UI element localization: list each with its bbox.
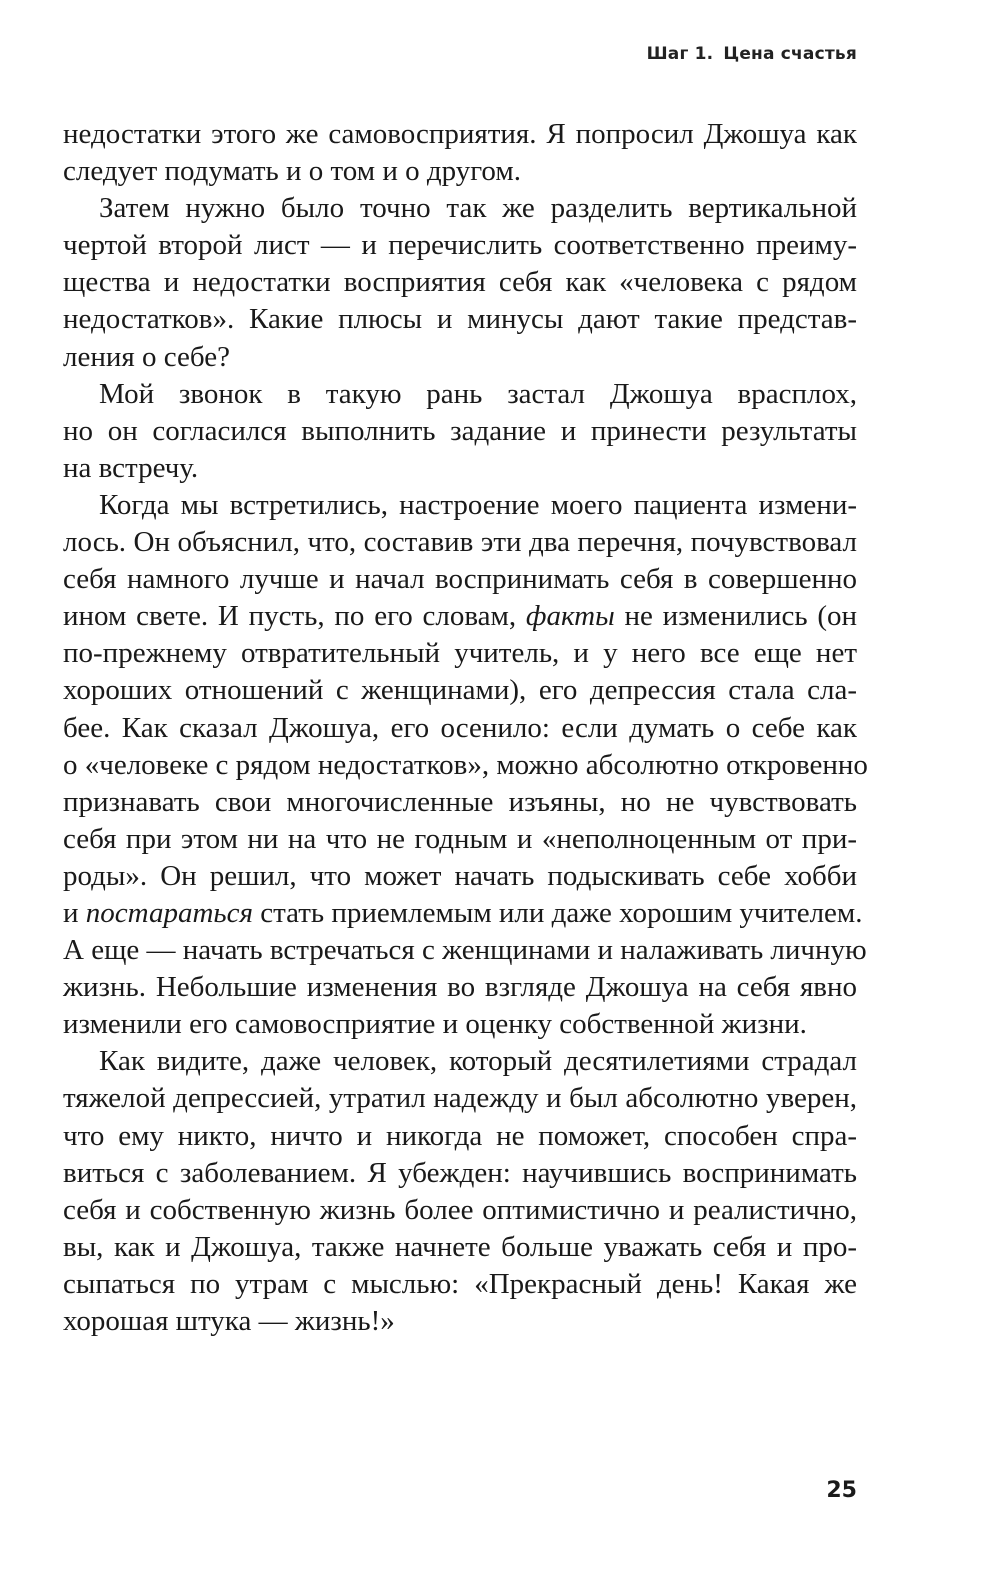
text-line: Мой звонок в такую рань застал Джошуа врасплох, xyxy=(99,377,857,410)
text-line: сыпаться по утрам с мыслью: «Прекрасный день! Какая же xyxy=(63,1267,857,1300)
text-line: по-прежнему отвратительный учитель, и у него все еще нет xyxy=(63,637,857,670)
paragraph xyxy=(63,376,857,487)
text-line: недостатки этого же самовосприятия. Я попросил Джошуа как xyxy=(63,118,857,150)
text-line xyxy=(63,598,857,635)
text-line: вы, как и Джошуа, также начнете больше уважать себя и про- xyxy=(63,1230,857,1263)
text-line: Как видите, даже человек, который десятилетиями страдал xyxy=(99,1045,857,1078)
text-line: Когда мы встретились, настроение моего пациента измени- xyxy=(99,488,857,521)
text-line: на встречу. xyxy=(63,451,199,484)
running-header xyxy=(647,44,857,64)
text-line: жизнь. Небольшие изменения во взгляде Джошуа на себя явно xyxy=(63,971,857,1004)
text-run: ином свете. И пусть, по его словам, xyxy=(63,600,526,633)
text-line: себя при этом ни на что не годным и «неполноценным от при- xyxy=(63,822,857,855)
text-line: о «человеке с рядом недостатков», можно абсолютно откровенно xyxy=(63,748,868,781)
text-line: следует подумать и о том и о другом. xyxy=(63,155,521,188)
paragraph xyxy=(63,1043,857,1340)
text-line: но он согласился выполнить задание и принести результаты xyxy=(63,414,857,447)
text-line: А еще — начать встречаться с женщинами и налаживать личную xyxy=(63,934,867,967)
text-line: виться с заболеванием. Я убежден: научившись воспринимать xyxy=(63,1156,857,1189)
text-run: не изменились (он xyxy=(614,600,858,633)
body-text xyxy=(63,116,868,1340)
text-line: что ему никто, ничто и никогда не поможет, способен спра- xyxy=(63,1119,857,1152)
text-line: щества и недостатки восприятия себя как «человека с рядом xyxy=(63,266,857,299)
text-line: лось. Он объяснил, что, составив эти два перечня, почувствовал xyxy=(63,526,857,559)
text-line: Затем нужно было точно так же разделить вертикальной xyxy=(99,192,857,225)
header-section: Шаг 1. xyxy=(646,44,714,64)
text-line: себя и собственную жизнь более оптимистично и реалистично, xyxy=(63,1193,857,1226)
text-line: чертой второй лист — и перечислить соответственно преиму- xyxy=(63,229,857,262)
text-line: хорошая штука — жизнь!» xyxy=(63,1305,395,1337)
page-number: 25 xyxy=(826,1478,857,1503)
text-line: тяжелой депрессией, утратил надежду и был абсолютно уверен, xyxy=(63,1082,857,1115)
text-line: себя намного лучше и начал воспринимать себя в совершенно xyxy=(63,563,857,596)
paragraph xyxy=(63,116,857,190)
header-title: Цена счастья xyxy=(723,44,857,64)
emphasis-word: факты xyxy=(525,600,615,633)
text-line: хороших отношений с женщинами), его депрессия стала сла- xyxy=(63,674,857,707)
text-line: изменили его самовосприятие и оценку собственной жизни. xyxy=(63,1008,807,1041)
text-line: признавать свои многочисленные изъяны, но не чувствовать xyxy=(63,785,857,818)
paragraph xyxy=(63,190,857,375)
text-line xyxy=(63,895,863,932)
text-line: недостатков». Какие плюсы и минусы дают такие представ- xyxy=(63,303,857,336)
text-line: роды». Он решил, что может начать подыскивать себе хобби xyxy=(63,859,857,892)
paragraph xyxy=(63,487,868,1043)
text-line: ления о себе? xyxy=(63,340,230,373)
text-line: бее. Как сказал Джошуа, его осенило: если думать о себе как xyxy=(63,711,857,744)
text-run: стать приемлемым или даже хорошим учителем. xyxy=(252,896,863,929)
text-run: и xyxy=(63,896,86,929)
emphasis-word: постараться xyxy=(85,896,253,929)
